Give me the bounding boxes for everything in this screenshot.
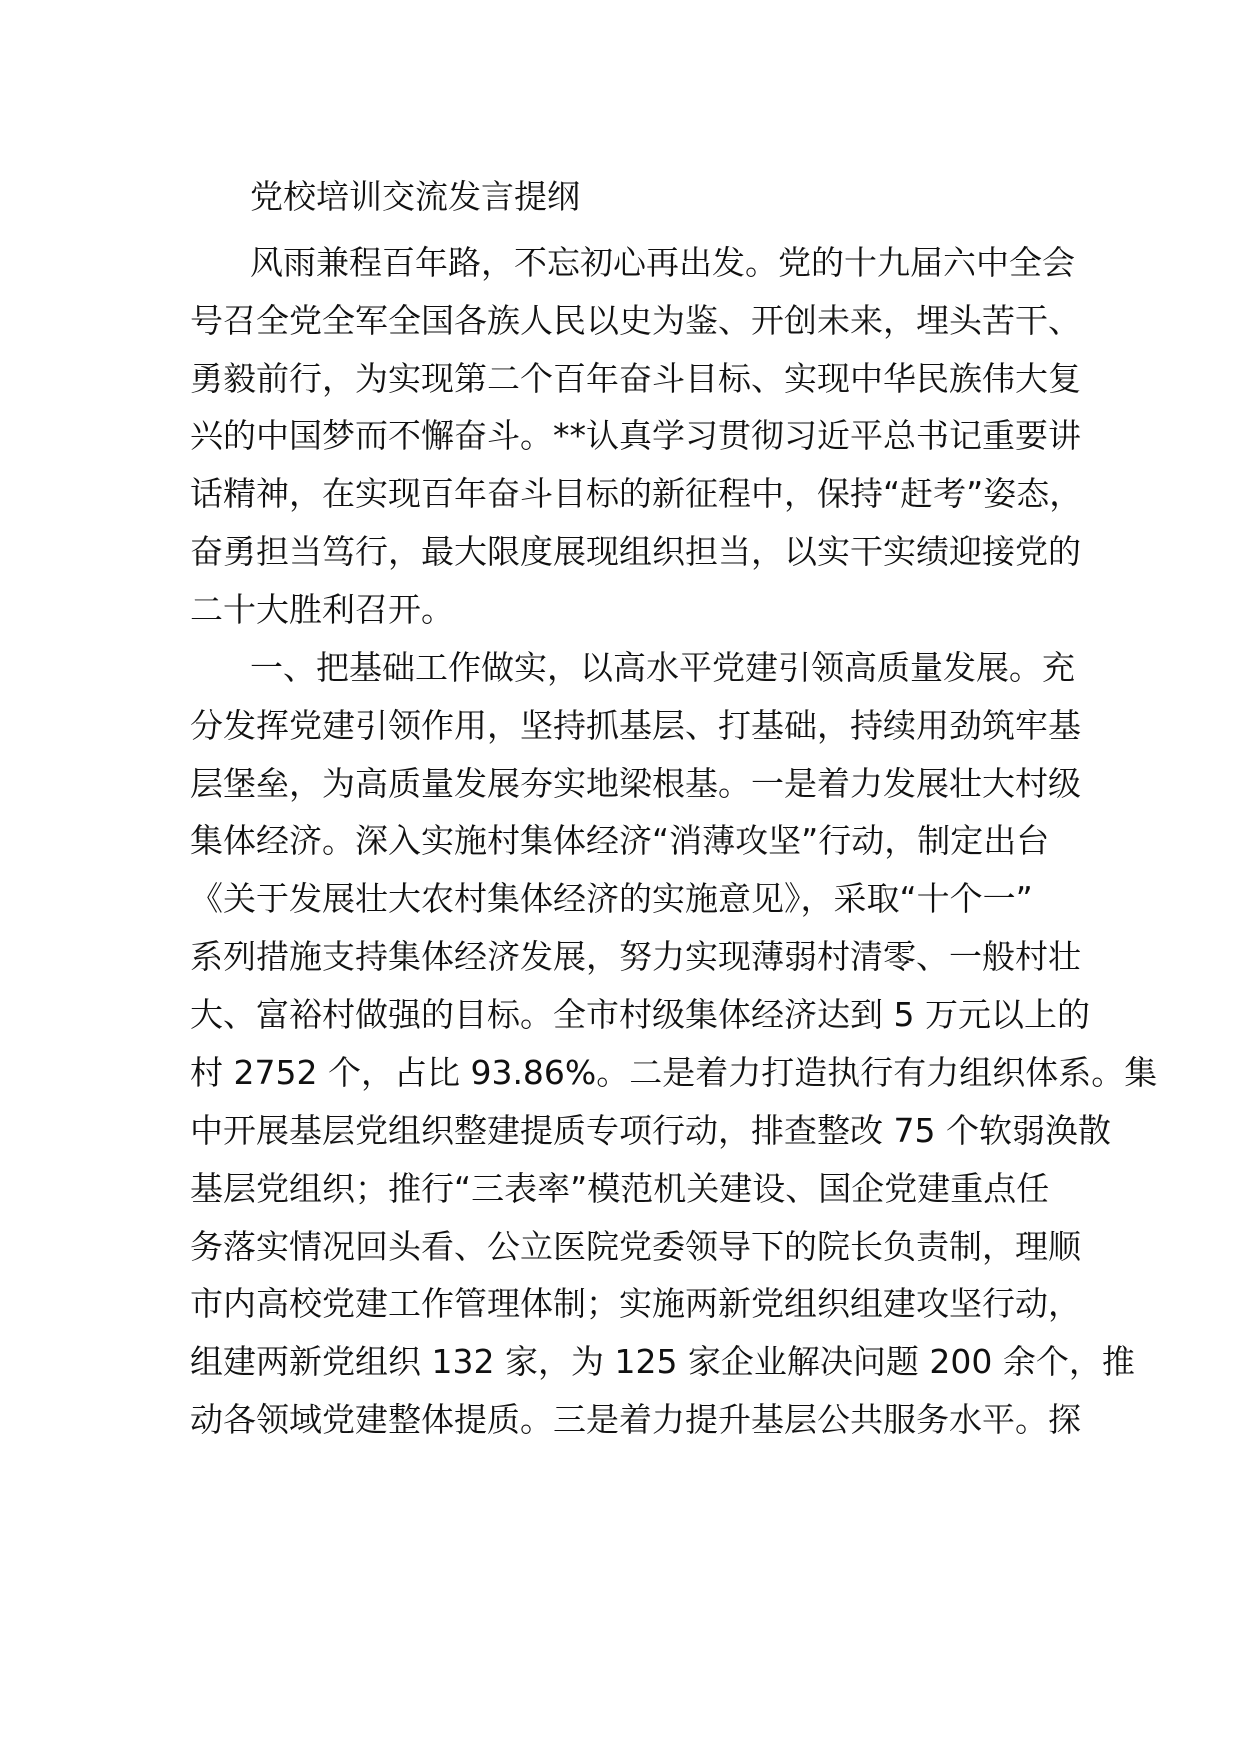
paragraph-line: 村 2752 个，占比 93.86%。二是着力打造执行有力组织体系。集 xyxy=(190,1053,1158,1092)
paragraph-line: 风雨兼程百年路，不忘初心再出发。党的十九届六中全会 xyxy=(250,243,1075,282)
paragraph-line: 务落实情况回头看、公立医院党委领导下的院长负责制，理顺 xyxy=(190,1227,1081,1266)
paragraph-line: 层堡垒，为高质量发展夯实地梁根基。一是着力发展壮大村级 xyxy=(190,764,1081,803)
paragraph-line: 组建两新党组织 132 家，为 125 家企业解决问题 200 余个，推 xyxy=(190,1342,1135,1381)
paragraph-line: 分发挥党建引领作用，坚持抓基层、打基础，持续用劲筑牢基 xyxy=(190,706,1081,745)
paragraph-line: 中开展基层党组织整建提质专项行动，排查整改 75 个软弱涣散 xyxy=(190,1111,1111,1150)
paragraph-line: 二十大胜利召开。 xyxy=(190,590,454,629)
paragraph-line: 市内高校党建工作管理体制；实施两新党组织组建攻坚行动， xyxy=(190,1284,1081,1323)
paragraph-line: 一、把基础工作做实，以高水平党建引领高质量发展。充 xyxy=(250,648,1075,687)
paragraph-line: 兴的中国梦而不懈奋斗。**认真学习贯彻习近平总书记重要讲 xyxy=(190,416,1081,455)
paragraph-line: 奋勇担当笃行，最大限度展现组织担当，以实干实绩迎接党的 xyxy=(190,532,1081,571)
paragraph-line: 系列措施支持集体经济发展，努力实现薄弱村清零、一般村壮 xyxy=(190,937,1081,976)
paragraph-line: 基层党组织；推行“三表率”模范机关建设、国企党建重点任 xyxy=(190,1169,1050,1208)
paragraph-line: 《关于发展壮大农村集体经济的实施意见》，采取“十个一” xyxy=(190,879,1033,918)
paragraph-line: 集体经济。深入实施村集体经济“消薄攻坚”行动，制定出台 xyxy=(190,821,1050,860)
paragraph-line: 动各领域党建整体提质。三是着力提升基层公共服务水平。探 xyxy=(190,1400,1081,1439)
paragraph-line: 大、富裕村做强的目标。全市村级集体经济达到 5 万元以上的 xyxy=(190,995,1090,1034)
paragraph-line: 勇毅前行，为实现第二个百年奋斗目标、实现中华民族伟大复 xyxy=(190,359,1081,398)
paragraph-line: 话精神，在实现百年奋斗目标的新征程中，保持“赶考”姿态， xyxy=(190,474,1083,513)
document-title: 党校培训交流发言提纲 xyxy=(250,177,580,216)
paragraph-line: 号召全党全军全国各族人民以史为鉴、开创未来，埋头苦干、 xyxy=(190,301,1081,340)
